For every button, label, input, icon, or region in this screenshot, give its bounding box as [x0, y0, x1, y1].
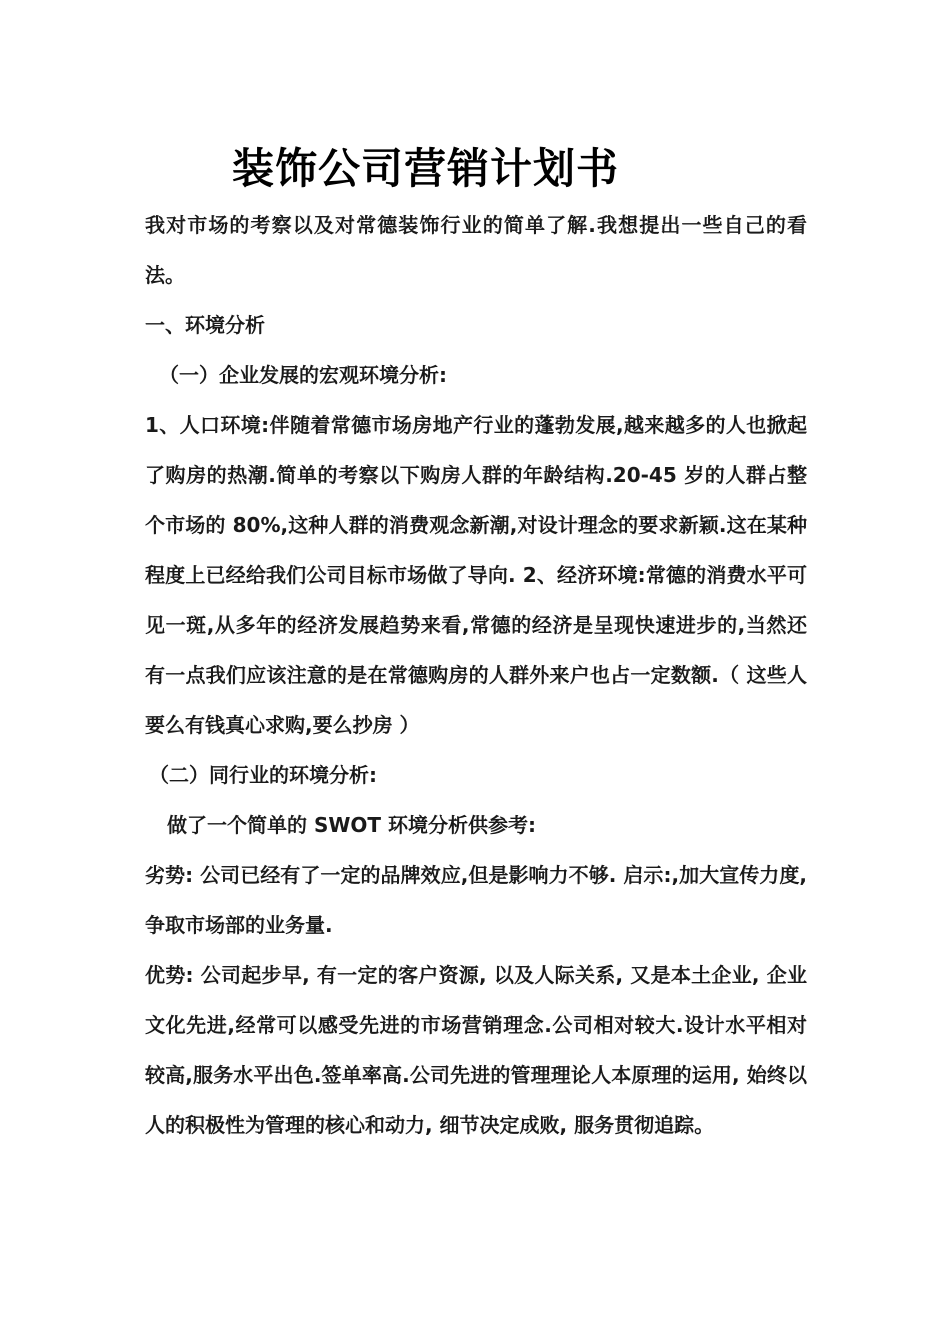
document-body: [145, 200, 807, 1150]
subsection-heading-industry: （二）同行业的环境分析:: [149, 763, 377, 787]
intro-paragraph: 我对市场的考察以及对常德装饰行业的简单了解.我想提出一些自己的看法。: [145, 213, 807, 287]
document-title: 装饰公司营销计划书: [232, 144, 620, 193]
strength-paragraph: 优势: 公司起步早, 有一定的客户资源, 以及人际关系, 又是本土企业, 企业文化先进,经常可以感受先进的市场营销理念.公司相对较大.设计水平相对较高,服务水平出色.签单率高.公司先进的管理理论人本原理的运用, 始终以人的积极性为管理的核心和动力, 细节决定成败, 服务贯彻追踪。: [145, 963, 807, 1137]
subsection-heading-macro: （一）企业发展的宏观环境分析:: [159, 363, 447, 387]
environment-paragraph: 1、人口环境:伴随着常德市场房地产行业的蓬勃发展,越来越多的人也掀起了购房的热潮.简单的考察以下购房人群的年龄结构.20-45 岁的人群占整个市场的 80%,这种人群的消费观念新潮,对设计理念的要求新颖.这在某种程度上已经给我们公司目标市场做了导向. 2、经济环境:常德的消费水平可见一斑,从多年的经济发展趋势来看,常德的经济是呈现快速进步的,当然还有一点我们应该注意的是在常德购房的人群外来户也占一定数额.（ 这些人要么有钱真心求购,要么抄房 ）: [145, 413, 807, 737]
swot-intro: 做了一个简单的 SWOT 环境分析供参考:: [167, 813, 537, 837]
weakness-paragraph: 劣势: 公司已经有了一定的品牌效应,但是影响力不够. 启示:,加大宣传力度,争取市场部的业务量.: [145, 863, 807, 937]
section-heading: 一、环境分析: [145, 313, 265, 337]
